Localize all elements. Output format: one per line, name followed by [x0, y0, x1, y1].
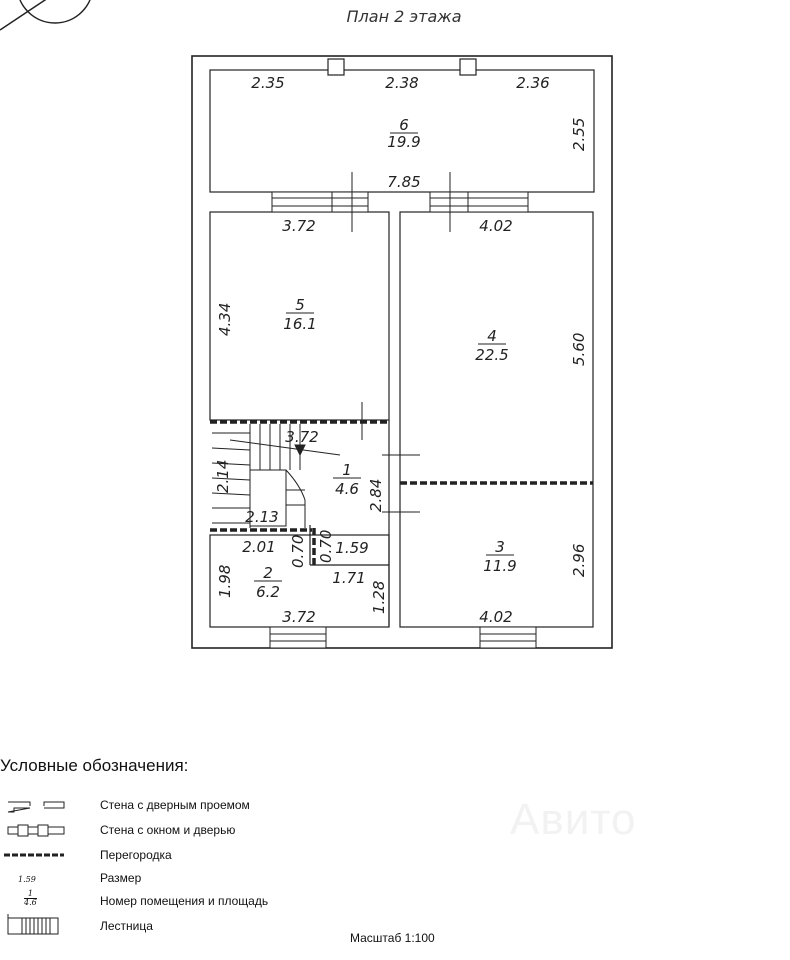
room-symbol-number: 1 [24, 890, 37, 899]
dimension-label: 4.02 [479, 217, 513, 235]
dimension-label: 2.38 [385, 74, 419, 92]
dimension-label: 2.55 [570, 117, 588, 151]
dimension-label: 2.13 [245, 508, 279, 526]
room-area: 6.2 [256, 583, 280, 601]
scale-label: Масштаб 1:100 [350, 931, 435, 945]
dimension-label: 2.36 [516, 74, 550, 92]
room-number: 6 [399, 116, 409, 134]
watermark: Авито [510, 795, 637, 844]
dimension-label: 0.70 [317, 529, 335, 563]
legend-symbols [0, 796, 70, 941]
legend-item-door-wall: Стена с дверным проемом [100, 798, 250, 812]
dimension-label: 2.96 [570, 543, 588, 577]
legend-item-size: Размер [100, 871, 142, 885]
dimension-label: 1.59 [335, 539, 369, 557]
room-number: 1 [342, 461, 352, 479]
legend-item-window-door-wall: Стена с окном и дверью [100, 823, 236, 837]
compass-icon [0, 0, 93, 30]
dimension-label: 2.14 [214, 459, 232, 493]
room-number: 5 [295, 296, 305, 314]
stair-symbol [8, 914, 58, 934]
legend-item-stairs: Лестница [100, 919, 153, 933]
dimension-label: 5.60 [570, 332, 588, 366]
size-symbol: 1.59 [18, 875, 36, 884]
room-symbol-area: 4.6 [24, 898, 37, 907]
dimension-label: 1.98 [216, 564, 234, 598]
room-area: 19.9 [387, 133, 421, 151]
bottom-windows [270, 627, 536, 648]
room-area: 11.9 [483, 557, 517, 575]
balcony-pillars [328, 59, 476, 75]
room-number: 3 [495, 538, 505, 556]
dimension-label: 1.71 [332, 569, 366, 587]
dimension-label: 4.34 [216, 302, 234, 336]
legend-item-room: Номер помещения и площадь [100, 894, 269, 908]
dimension-label: 3.72 [282, 217, 316, 235]
door-markers [352, 172, 450, 512]
room-label-4 [475, 327, 508, 364]
legend-item-partition: Перегородка [100, 848, 172, 862]
room-label-1 [333, 461, 361, 498]
room-label-5 [283, 296, 316, 333]
room-area: 4.6 [335, 480, 359, 498]
room-label-2 [254, 564, 282, 601]
dimension-label: 4.02 [479, 608, 513, 626]
door-wall-symbol [8, 802, 64, 812]
balcony-doors [272, 192, 528, 212]
room-symbol [24, 890, 37, 907]
room-label-3 [483, 538, 516, 575]
dimension-label: 1.28 [370, 580, 388, 614]
room-area: 22.5 [475, 346, 509, 364]
dimension-label: 2.35 [251, 74, 285, 92]
window-door-wall-symbol [8, 825, 64, 836]
dimension-label: 7.85 [387, 173, 421, 191]
dimension-label: 3.72 [282, 608, 316, 626]
dimension-label: 2.84 [367, 478, 385, 512]
dimension-label: 0.70 [289, 534, 307, 568]
room-number: 4 [487, 327, 497, 345]
dimension-label: 2.01 [242, 538, 276, 556]
dimension-label: 3.72 [285, 428, 319, 446]
room-area: 16.1 [283, 315, 317, 333]
room-label-6 [387, 116, 420, 151]
legend-title: Условные обозначения: [0, 756, 189, 775]
plan-title: План 2 этажа [346, 7, 462, 26]
room-number: 2 [263, 564, 273, 582]
dimension-labels [214, 74, 588, 626]
